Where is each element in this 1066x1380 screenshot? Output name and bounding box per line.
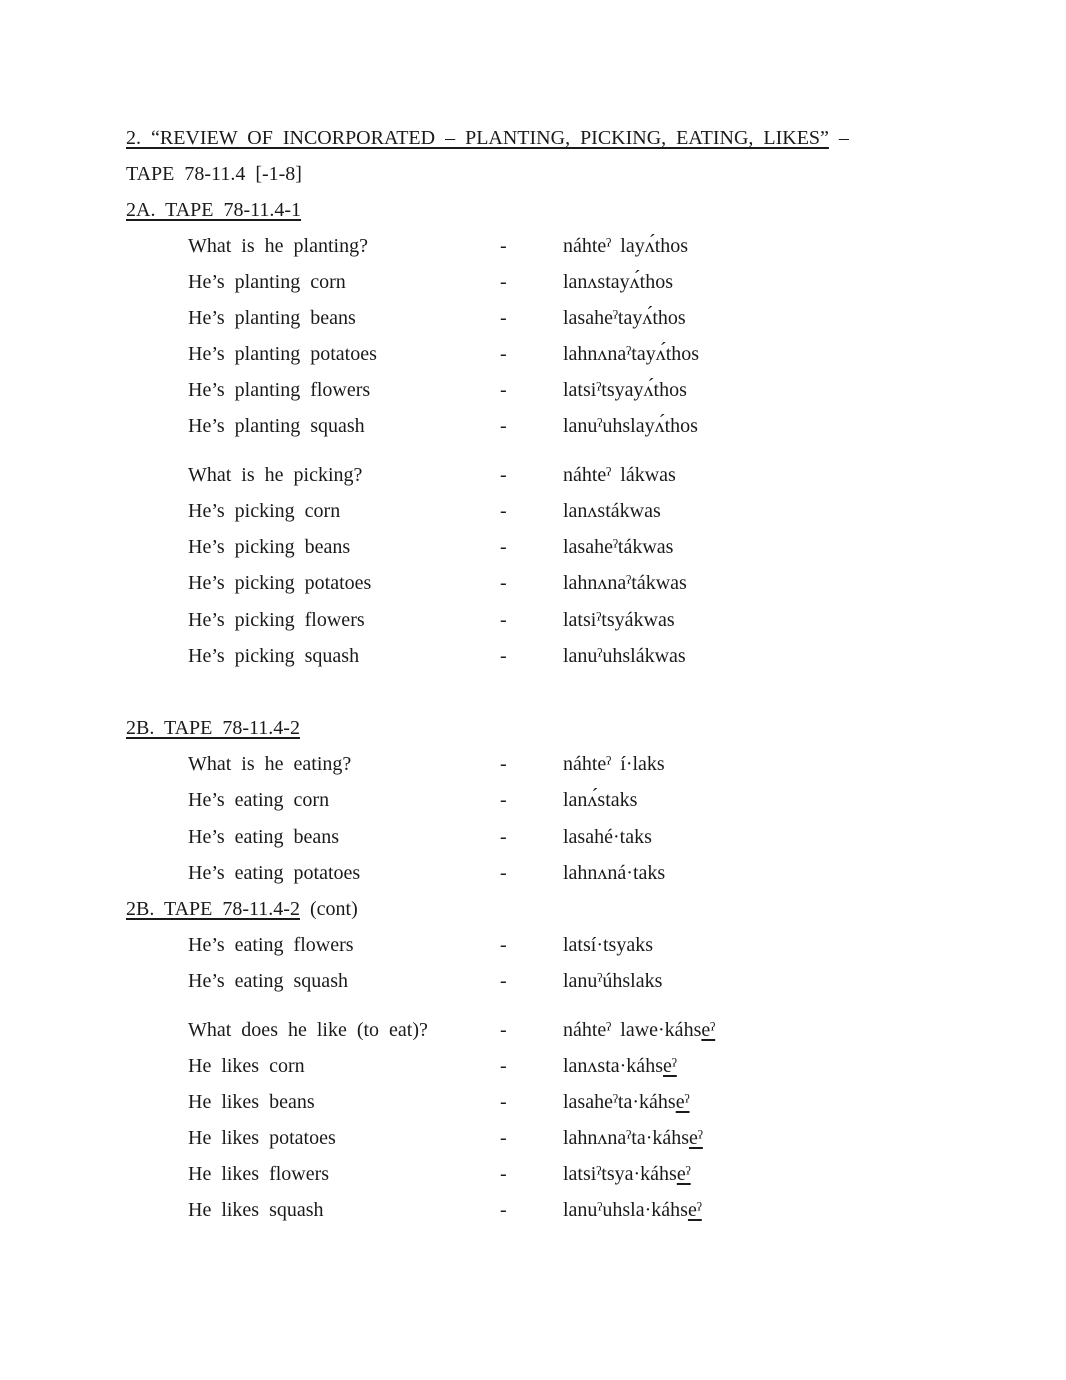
separator-dash: - xyxy=(500,379,507,401)
oneida-phrase: latsí·tsyaks xyxy=(563,934,653,956)
english-phrase: What is he planting? xyxy=(188,235,368,257)
vocab-row xyxy=(0,1054,1066,1078)
oneida-phrase-base: lasaheˀta·káhs xyxy=(563,1091,676,1113)
english-phrase: He’s eating squash xyxy=(188,970,348,992)
oneida-phrase: lanuˀúhslaks xyxy=(563,970,663,992)
oneida-phrase xyxy=(563,1198,702,1222)
english-phrase: He’s planting potatoes xyxy=(188,343,377,365)
english-phrase: He’s picking squash xyxy=(188,645,360,667)
vocab-row xyxy=(0,1126,1066,1150)
vocab-row xyxy=(0,571,1066,595)
separator-dash: - xyxy=(500,415,507,437)
title-underlined-text: 2. “REVIEW OF INCORPORATED – PLANTING, PICKING, EATING, LIKES” xyxy=(126,127,829,149)
english-phrase: What is he eating? xyxy=(188,753,352,775)
oneida-phrase-base: lanuˀuhsla·káhs xyxy=(563,1199,688,1221)
oneida-phrase-underlined-suffix: eˀ xyxy=(662,1055,677,1077)
separator-dash: - xyxy=(500,464,507,486)
vocab-row xyxy=(0,644,1066,668)
oneida-phrase-underlined-suffix: eˀ xyxy=(689,1127,703,1149)
document-title xyxy=(126,126,849,150)
separator-dash: - xyxy=(500,307,507,329)
separator-dash: - xyxy=(500,1163,507,1185)
separator-dash: - xyxy=(500,343,507,365)
separator-dash: - xyxy=(500,572,507,594)
separator-dash: - xyxy=(500,862,507,884)
vocab-row xyxy=(0,306,1066,330)
separator-dash: - xyxy=(500,536,507,558)
oneida-phrase: lasahé·taks xyxy=(563,826,652,848)
separator-dash: - xyxy=(500,609,507,631)
oneida-phrase xyxy=(563,1018,715,1042)
vocab-row xyxy=(0,378,1066,402)
english-phrase: He’s eating flowers xyxy=(188,934,354,956)
english-phrase: He likes potatoes xyxy=(188,1127,336,1149)
oneida-phrase xyxy=(563,1054,677,1078)
oneida-phrase: latsiˀtsyayʌ́thos xyxy=(563,379,687,401)
oneida-phrase: lahnʌná·taks xyxy=(563,862,666,884)
oneida-phrase-base: latsiˀtsya·káhs xyxy=(563,1163,677,1185)
vocab-row xyxy=(0,1162,1066,1186)
oneida-phrase: lanʌstákwas xyxy=(563,500,661,522)
tape-line: TAPE 78-11.4 [-1-8] xyxy=(126,163,302,185)
english-phrase: He’s eating corn xyxy=(188,789,330,811)
vocab-row xyxy=(0,1198,1066,1222)
vocab-row xyxy=(0,342,1066,366)
english-phrase: He’s planting corn xyxy=(188,271,346,293)
section-2b-cont-heading xyxy=(126,897,358,921)
english-phrase: He’s eating beans xyxy=(188,826,340,848)
oneida-phrase xyxy=(563,1162,691,1186)
vocab-row xyxy=(0,969,1066,993)
separator-dash: - xyxy=(500,1091,507,1113)
oneida-phrase-underlined-suffix: eˀ xyxy=(675,1091,690,1113)
separator-dash: - xyxy=(500,645,507,667)
english-phrase: He’s picking flowers xyxy=(188,609,365,631)
vocab-row xyxy=(0,499,1066,523)
oneida-phrase-underlined-suffix: eˀ xyxy=(701,1019,716,1041)
english-phrase: He’s planting beans xyxy=(188,307,356,329)
vocab-row xyxy=(0,788,1066,812)
vocab-row xyxy=(0,825,1066,849)
separator-dash: - xyxy=(500,271,507,293)
oneida-phrase xyxy=(563,1126,703,1150)
vocab-row xyxy=(0,463,1066,487)
oneida-phrase: lahnʌnaˀtákwas xyxy=(563,572,687,594)
vocab-row xyxy=(0,270,1066,294)
oneida-phrase-base: lahnʌnaˀta·káhs xyxy=(563,1127,690,1149)
oneida-phrase: lanʌstayʌ́thos xyxy=(563,271,673,293)
english-phrase: He’s picking beans xyxy=(188,536,351,558)
english-phrase: What is he picking? xyxy=(188,464,363,486)
oneida-phrase: lahnʌnaˀtayʌ́thos xyxy=(563,343,700,365)
section-2b-cont-heading-text: 2B. TAPE 78-11.4-2 xyxy=(126,898,300,920)
english-phrase: He’s planting flowers xyxy=(188,379,371,401)
vocab-row xyxy=(0,234,1066,258)
separator-dash: - xyxy=(500,1127,507,1149)
separator-dash: - xyxy=(500,1055,507,1077)
vocab-row xyxy=(0,752,1066,776)
vocab-row xyxy=(0,1018,1066,1042)
english-phrase: He’s picking corn xyxy=(188,500,341,522)
section-2b-cont-suffix: (cont) xyxy=(299,898,358,920)
title-trailing-dash: – xyxy=(828,127,849,149)
separator-dash: - xyxy=(500,753,507,775)
english-phrase: He’s planting squash xyxy=(188,415,365,437)
oneida-phrase-underlined-suffix: eˀ xyxy=(687,1199,702,1221)
english-phrase: He likes squash xyxy=(188,1199,324,1221)
separator-dash: - xyxy=(500,789,507,811)
vocab-row xyxy=(0,535,1066,559)
separator-dash: - xyxy=(500,970,507,992)
oneida-phrase-base: lanʌsta·káhs xyxy=(563,1055,663,1077)
english-phrase: What does he like (to eat)? xyxy=(188,1019,428,1041)
english-phrase: He likes flowers xyxy=(188,1163,330,1185)
oneida-phrase: náhteˀ layʌ́thos xyxy=(563,235,689,257)
oneida-phrase: lasaheˀtayʌ́thos xyxy=(563,307,686,329)
vocab-row xyxy=(0,933,1066,957)
separator-dash: - xyxy=(500,500,507,522)
oneida-phrase: náhteˀ í·laks xyxy=(563,753,665,775)
oneida-phrase: náhteˀ lákwas xyxy=(563,464,676,486)
english-phrase: He’s picking potatoes xyxy=(188,572,372,594)
section-2b-heading: 2B. TAPE 78-11.4-2 xyxy=(126,717,300,739)
separator-dash: - xyxy=(500,1199,507,1221)
oneida-phrase: lasaheˀtákwas xyxy=(563,536,674,558)
vocab-row xyxy=(0,1090,1066,1114)
oneida-phrase: lanuˀuhslayʌ́thos xyxy=(563,415,698,437)
oneida-phrase-base: náhteˀ lawe·káhs xyxy=(563,1019,702,1041)
oneida-phrase: latsiˀtsyákwas xyxy=(563,609,675,631)
separator-dash: - xyxy=(500,934,507,956)
separator-dash: - xyxy=(500,826,507,848)
english-phrase: He likes corn xyxy=(188,1055,305,1077)
oneida-phrase xyxy=(563,1090,690,1114)
english-phrase: He’s eating potatoes xyxy=(188,862,361,884)
vocab-row xyxy=(0,608,1066,632)
separator-dash: - xyxy=(500,1019,507,1041)
section-2a-heading: 2A. TAPE 78-11.4-1 xyxy=(126,199,302,221)
english-phrase: He likes beans xyxy=(188,1091,315,1113)
vocab-row xyxy=(0,414,1066,438)
separator-dash: - xyxy=(500,235,507,257)
oneida-phrase-underlined-suffix: eˀ xyxy=(676,1163,691,1185)
oneida-phrase: lanʌ́staks xyxy=(563,789,638,811)
oneida-phrase: lanuˀuhslákwas xyxy=(563,645,686,667)
vocab-row xyxy=(0,861,1066,885)
